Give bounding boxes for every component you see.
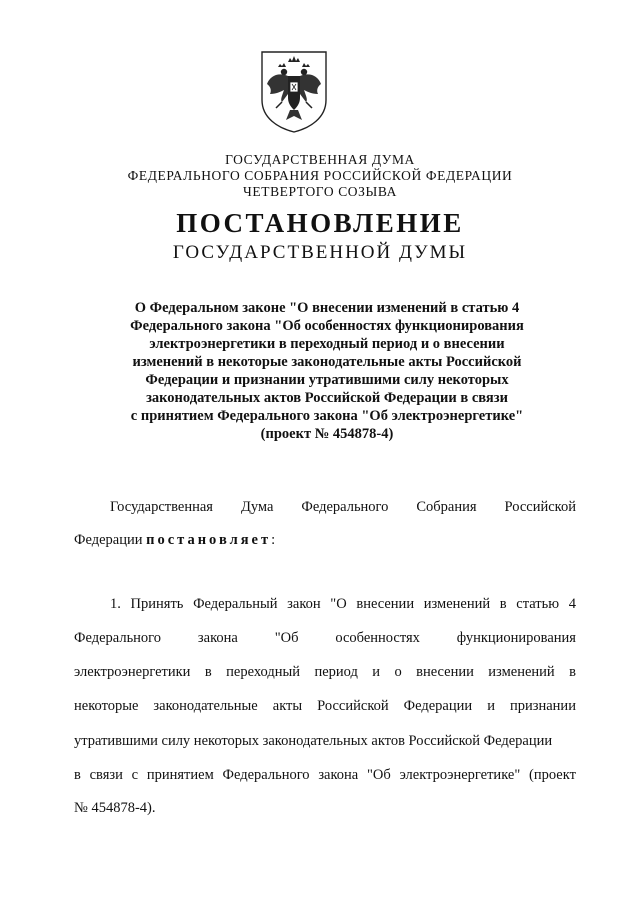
word: Российской xyxy=(504,499,576,515)
subject-line: Федерации и признании утратившими силу некоторых xyxy=(145,372,509,388)
word: Принять xyxy=(130,596,184,612)
item1-line-2 xyxy=(74,630,576,647)
word: Дума xyxy=(240,499,274,515)
subject-line: электроэнергетики в переходный период и о внесении xyxy=(149,336,505,352)
colon: : xyxy=(271,532,276,548)
word: статью xyxy=(516,596,560,612)
word: закона xyxy=(318,767,359,783)
word: внесении xyxy=(356,596,415,612)
word: "Об xyxy=(274,630,299,646)
item1-line-3 xyxy=(74,664,576,681)
resolution-subject xyxy=(70,299,584,443)
word: о xyxy=(394,664,402,680)
word: Государственная xyxy=(110,499,213,515)
subject-line: Федерального закона "Об особенностях функционирования xyxy=(130,318,524,334)
word: некоторые xyxy=(74,698,139,714)
subject-line: с принятием Федерального закона "Об электроэнергетике" xyxy=(130,408,524,424)
word: принятием xyxy=(146,767,214,783)
word: законодательные xyxy=(153,698,258,714)
word: Федерации xyxy=(74,532,143,548)
word: Собрания xyxy=(416,499,477,515)
item1-line-7: № 454878-4). xyxy=(74,800,156,816)
word: и xyxy=(372,664,381,680)
word: 4 xyxy=(568,596,576,612)
word: в xyxy=(74,767,81,783)
word: Федерального xyxy=(301,499,389,515)
word: электроэнергетики xyxy=(74,664,191,680)
item1-line-6 xyxy=(74,767,576,784)
word: функционирования xyxy=(456,630,576,646)
word: Федерального xyxy=(222,767,310,783)
resolution-keyword: постановляет xyxy=(146,532,272,548)
word: закон xyxy=(287,596,321,612)
word: в xyxy=(499,596,507,612)
coat-of-arms-emblem xyxy=(258,50,330,134)
word: изменений xyxy=(488,664,555,680)
word: "Об xyxy=(367,767,391,783)
word: "О xyxy=(330,596,347,612)
word: 1. xyxy=(110,596,121,612)
preamble-line-1 xyxy=(110,499,576,516)
subject-line: законодательных актов Российской Федерации в связи xyxy=(146,390,508,406)
org-name-line-2: ФЕДЕРАЛЬНОГО СОБРАНИЯ РОССИЙСКОЙ ФЕДЕРАЦИИ xyxy=(127,168,513,183)
word: внесении xyxy=(416,664,474,680)
word: акты xyxy=(272,698,303,714)
subject-line: (проект № 454878-4) xyxy=(260,426,394,442)
word: признании xyxy=(509,698,576,714)
word: и xyxy=(487,698,495,714)
word: с xyxy=(131,767,139,783)
word: Российской xyxy=(317,698,389,714)
word: особенностях xyxy=(335,630,420,646)
convocation-line: ЧЕТВЕРТОГО СОЗЫВА xyxy=(243,184,397,199)
word: изменений xyxy=(423,596,491,612)
org-name-line-1: ГОСУДАРСТВЕННАЯ ДУМА xyxy=(225,152,415,167)
word: период xyxy=(314,664,358,680)
document-type-title: ПОСТАНОВЛЕНИЕ xyxy=(176,208,464,238)
word: Федерации xyxy=(403,698,473,714)
item1-line-1 xyxy=(110,596,576,613)
subject-line: изменений в некоторые законодательные акты Российской xyxy=(132,354,522,370)
word: в xyxy=(569,664,576,680)
word: переходный xyxy=(226,664,301,680)
word: закона xyxy=(197,630,238,646)
document-authority-subtitle: ГОСУДАРСТВЕННОЙ ДУМЫ xyxy=(172,242,468,263)
preamble-line-2 xyxy=(74,532,576,549)
word: Федеральный xyxy=(193,596,278,612)
subject-line: О Федеральном законе "О внесении изменений в статью 4 xyxy=(134,300,520,316)
item1-line-4 xyxy=(74,698,576,715)
item1-line-5: утратившими силу некоторых законодательных актов Российской Федерации xyxy=(74,733,553,749)
word: (проект xyxy=(529,767,576,783)
word: электроэнергетике" xyxy=(399,767,521,783)
word: в xyxy=(204,664,212,680)
word: связи xyxy=(89,767,123,783)
word: Федерального xyxy=(74,630,162,646)
